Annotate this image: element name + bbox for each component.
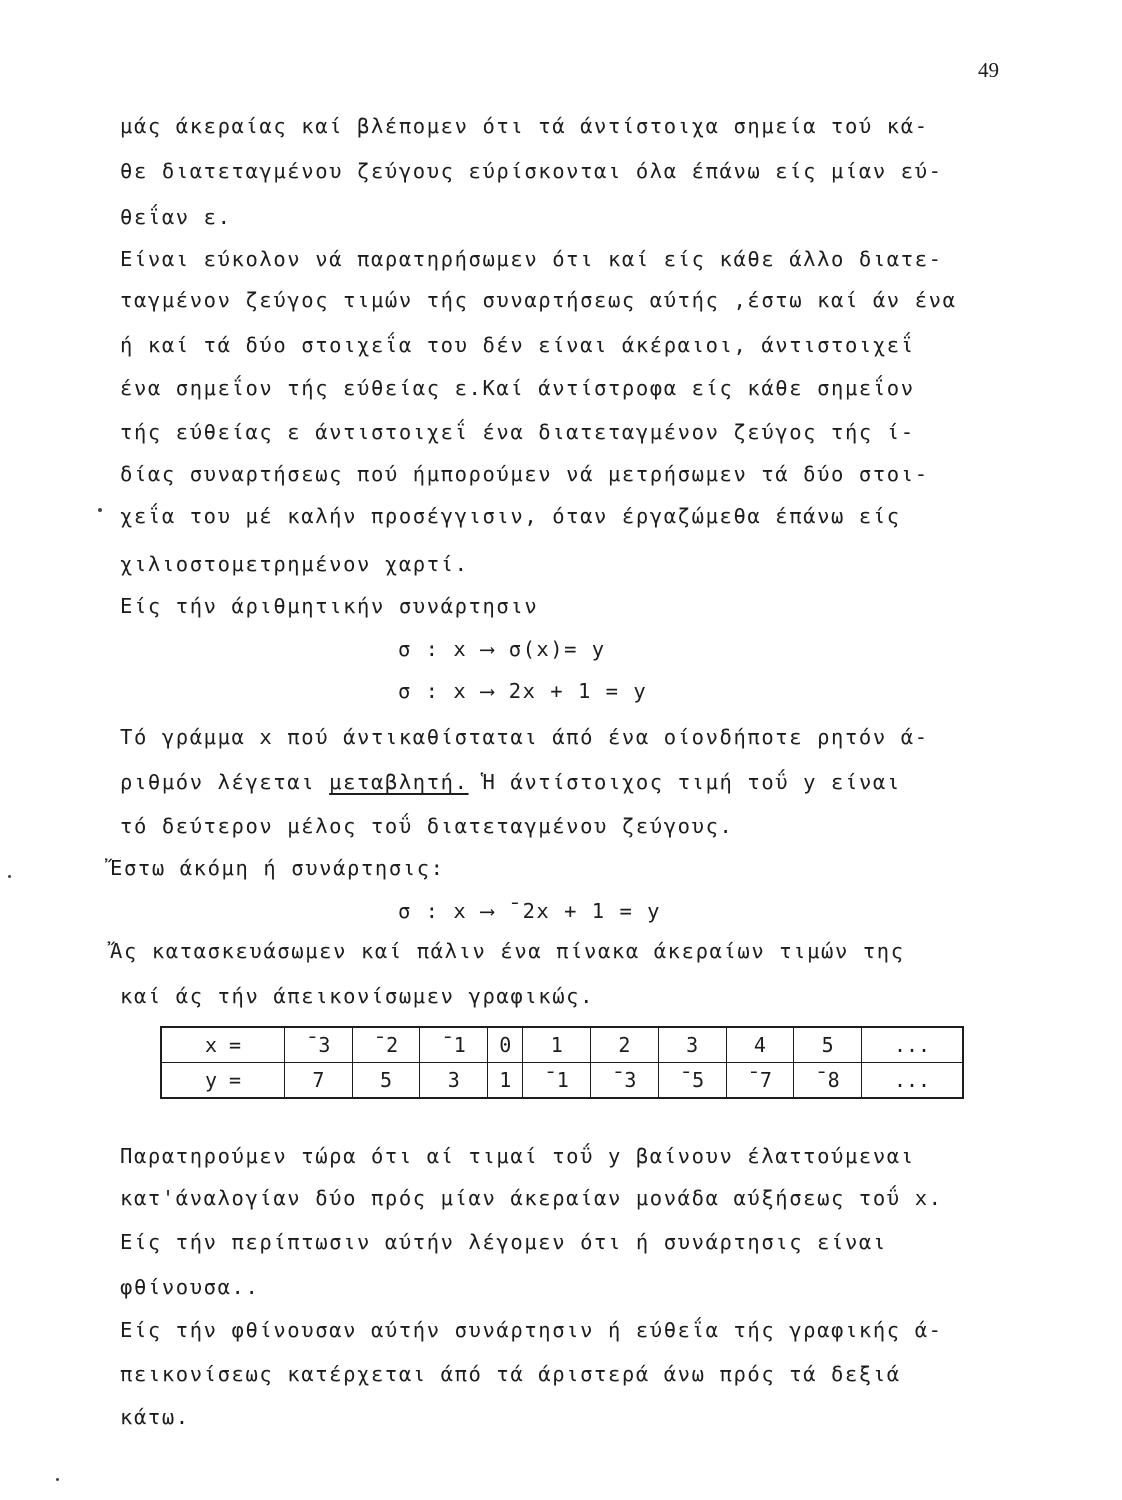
text-line: πεικονίσεως κατέρχεται άπό τά άριστερά άνω πρός τά δεξιά <box>120 1362 901 1386</box>
table-cell: 5 <box>352 1063 420 1099</box>
text-line: Είς τήν άριθμητικήν συνάρτησιν <box>120 594 539 618</box>
table-cell: 0 <box>488 1027 523 1063</box>
text-fragment: ριθμόν λέγεται <box>120 770 330 794</box>
text-line: Είς τήν φθίνουσαν αύτήν συνάρτησιν ή εύθεΐα τής γραφικής ά- <box>120 1318 943 1342</box>
table-cell: ¯8 <box>794 1063 862 1099</box>
text-line: θεΐαν ε. <box>120 205 232 229</box>
table-cell: 7 <box>285 1063 353 1099</box>
table-cell: ¯3 <box>591 1063 659 1099</box>
page-number: 49 <box>978 58 999 82</box>
table-cell: 2 <box>591 1027 659 1063</box>
text-line: δίας συναρτήσεως πού ήμπορούμεν νά μετρήσωμεν τά δύο στοι- <box>120 462 929 486</box>
formula-2: σ : x ⟶ 2x + 1 = y <box>398 679 648 703</box>
term-variable: μεταβλητή. <box>329 770 469 794</box>
text-line: κατ'άναλογίαν δύο πρός μίαν άκεραίαν μονάδα αύξήσεως τοΰ x. <box>120 1186 943 1210</box>
text-line: Ἔστω άκόμη ή συνάρτησις: <box>110 856 445 880</box>
table-cell: ¯7 <box>726 1063 794 1099</box>
table-row-y <box>161 1063 963 1099</box>
text-line: φθίνουσα.. <box>120 1275 260 1299</box>
table-cell: 1 <box>488 1063 523 1099</box>
table-cell: ¯3 <box>285 1027 353 1063</box>
text-line: χεΐα του μέ καλήν προσέγγισιν, όταν έργαζώμεθα έπάνω είς <box>120 504 901 528</box>
table-row-x <box>161 1027 963 1063</box>
text-fragment: Ἡ άντίστοιχος τιμή τοΰ y είναι <box>468 770 901 794</box>
text-line: ταγμένον ζεύγος τιμών τής συναρτήσεως αύτής ,έστω καί άν ένα <box>120 288 957 312</box>
table-cell: 3 <box>658 1027 726 1063</box>
text-line: Ἄς κατασκευάσωμεν καί πάλιν ένα πίνακα άκεραίων τιμών της <box>110 939 905 963</box>
text-line <box>120 768 901 796</box>
table-cell: ¯5 <box>658 1063 726 1099</box>
table-cell: ¯1 <box>420 1027 488 1063</box>
table-cell-header: y = <box>161 1063 285 1099</box>
table-cell: 1 <box>523 1027 591 1063</box>
text-line: Τό γράμμα x πού άντικαθίσταται άπό ένα οίονδήποτε ρητόν ά- <box>120 725 929 749</box>
text-line: τό δεύτερον μέλος τοΰ διατεταγμένου ζεύγους. <box>120 814 734 838</box>
formula-3: σ : x ⟶ ¯2x + 1 = y <box>398 899 661 923</box>
formula-1: σ : x ⟶ σ(x)= y <box>398 637 606 661</box>
text-line: κάτω. <box>120 1405 190 1429</box>
value-table <box>160 1026 964 1099</box>
table-cell: ¯2 <box>352 1027 420 1063</box>
text-line: καί άς τήν άπεικονίσωμεν γραφικώς. <box>120 984 595 1008</box>
scan-speck <box>8 875 11 878</box>
scan-speck <box>98 508 102 512</box>
text-line: Παρατηρούμεν τώρα ότι αί τιμαί τοΰ y βαίνουν έλαττούμεναι <box>120 1144 915 1168</box>
table-cell-header: x = <box>161 1027 285 1063</box>
table-cell: 3 <box>420 1063 488 1099</box>
table-cell-ellipsis: ... <box>862 1063 964 1099</box>
scan-speck <box>56 1478 59 1481</box>
table-cell: 5 <box>794 1027 862 1063</box>
text-line: ένα σημεΐον τής εύθείας ε.Καί άντίστροφα είς κάθε σημεΐον <box>120 376 915 400</box>
table-cell: ¯1 <box>523 1063 591 1099</box>
text-line: Είναι εύκολον νά παρατηρήσωμεν ότι καί είς κάθε άλλο διατε- <box>120 247 943 271</box>
table-cell: 4 <box>726 1027 794 1063</box>
text-line: ή καί τά δύο στοιχεΐα του δέν είναι άκέραιοι, άντιστοιχεΐ <box>120 333 915 357</box>
text-line: χιλιοστομετρημένον χαρτί. <box>120 552 469 576</box>
table-cell-ellipsis: ... <box>862 1027 964 1063</box>
text-line: μάς άκεραίας καί βλέπομεν ότι τά άντίστοιχα σημεία τού κά- <box>120 114 929 138</box>
text-line: θε διατεταγμένου ζεύγους εύρίσκονται όλα έπάνω είς μίαν εύ- <box>120 159 943 183</box>
text-line: τής εύθείας ε άντιστοιχεΐ ένα διατεταγμένον ζεύγος τής ί- <box>120 420 915 444</box>
text-line: Είς τήν περίπτωσιν αύτήν λέγομεν ότι ή συνάρτησις είναι <box>120 1230 887 1254</box>
